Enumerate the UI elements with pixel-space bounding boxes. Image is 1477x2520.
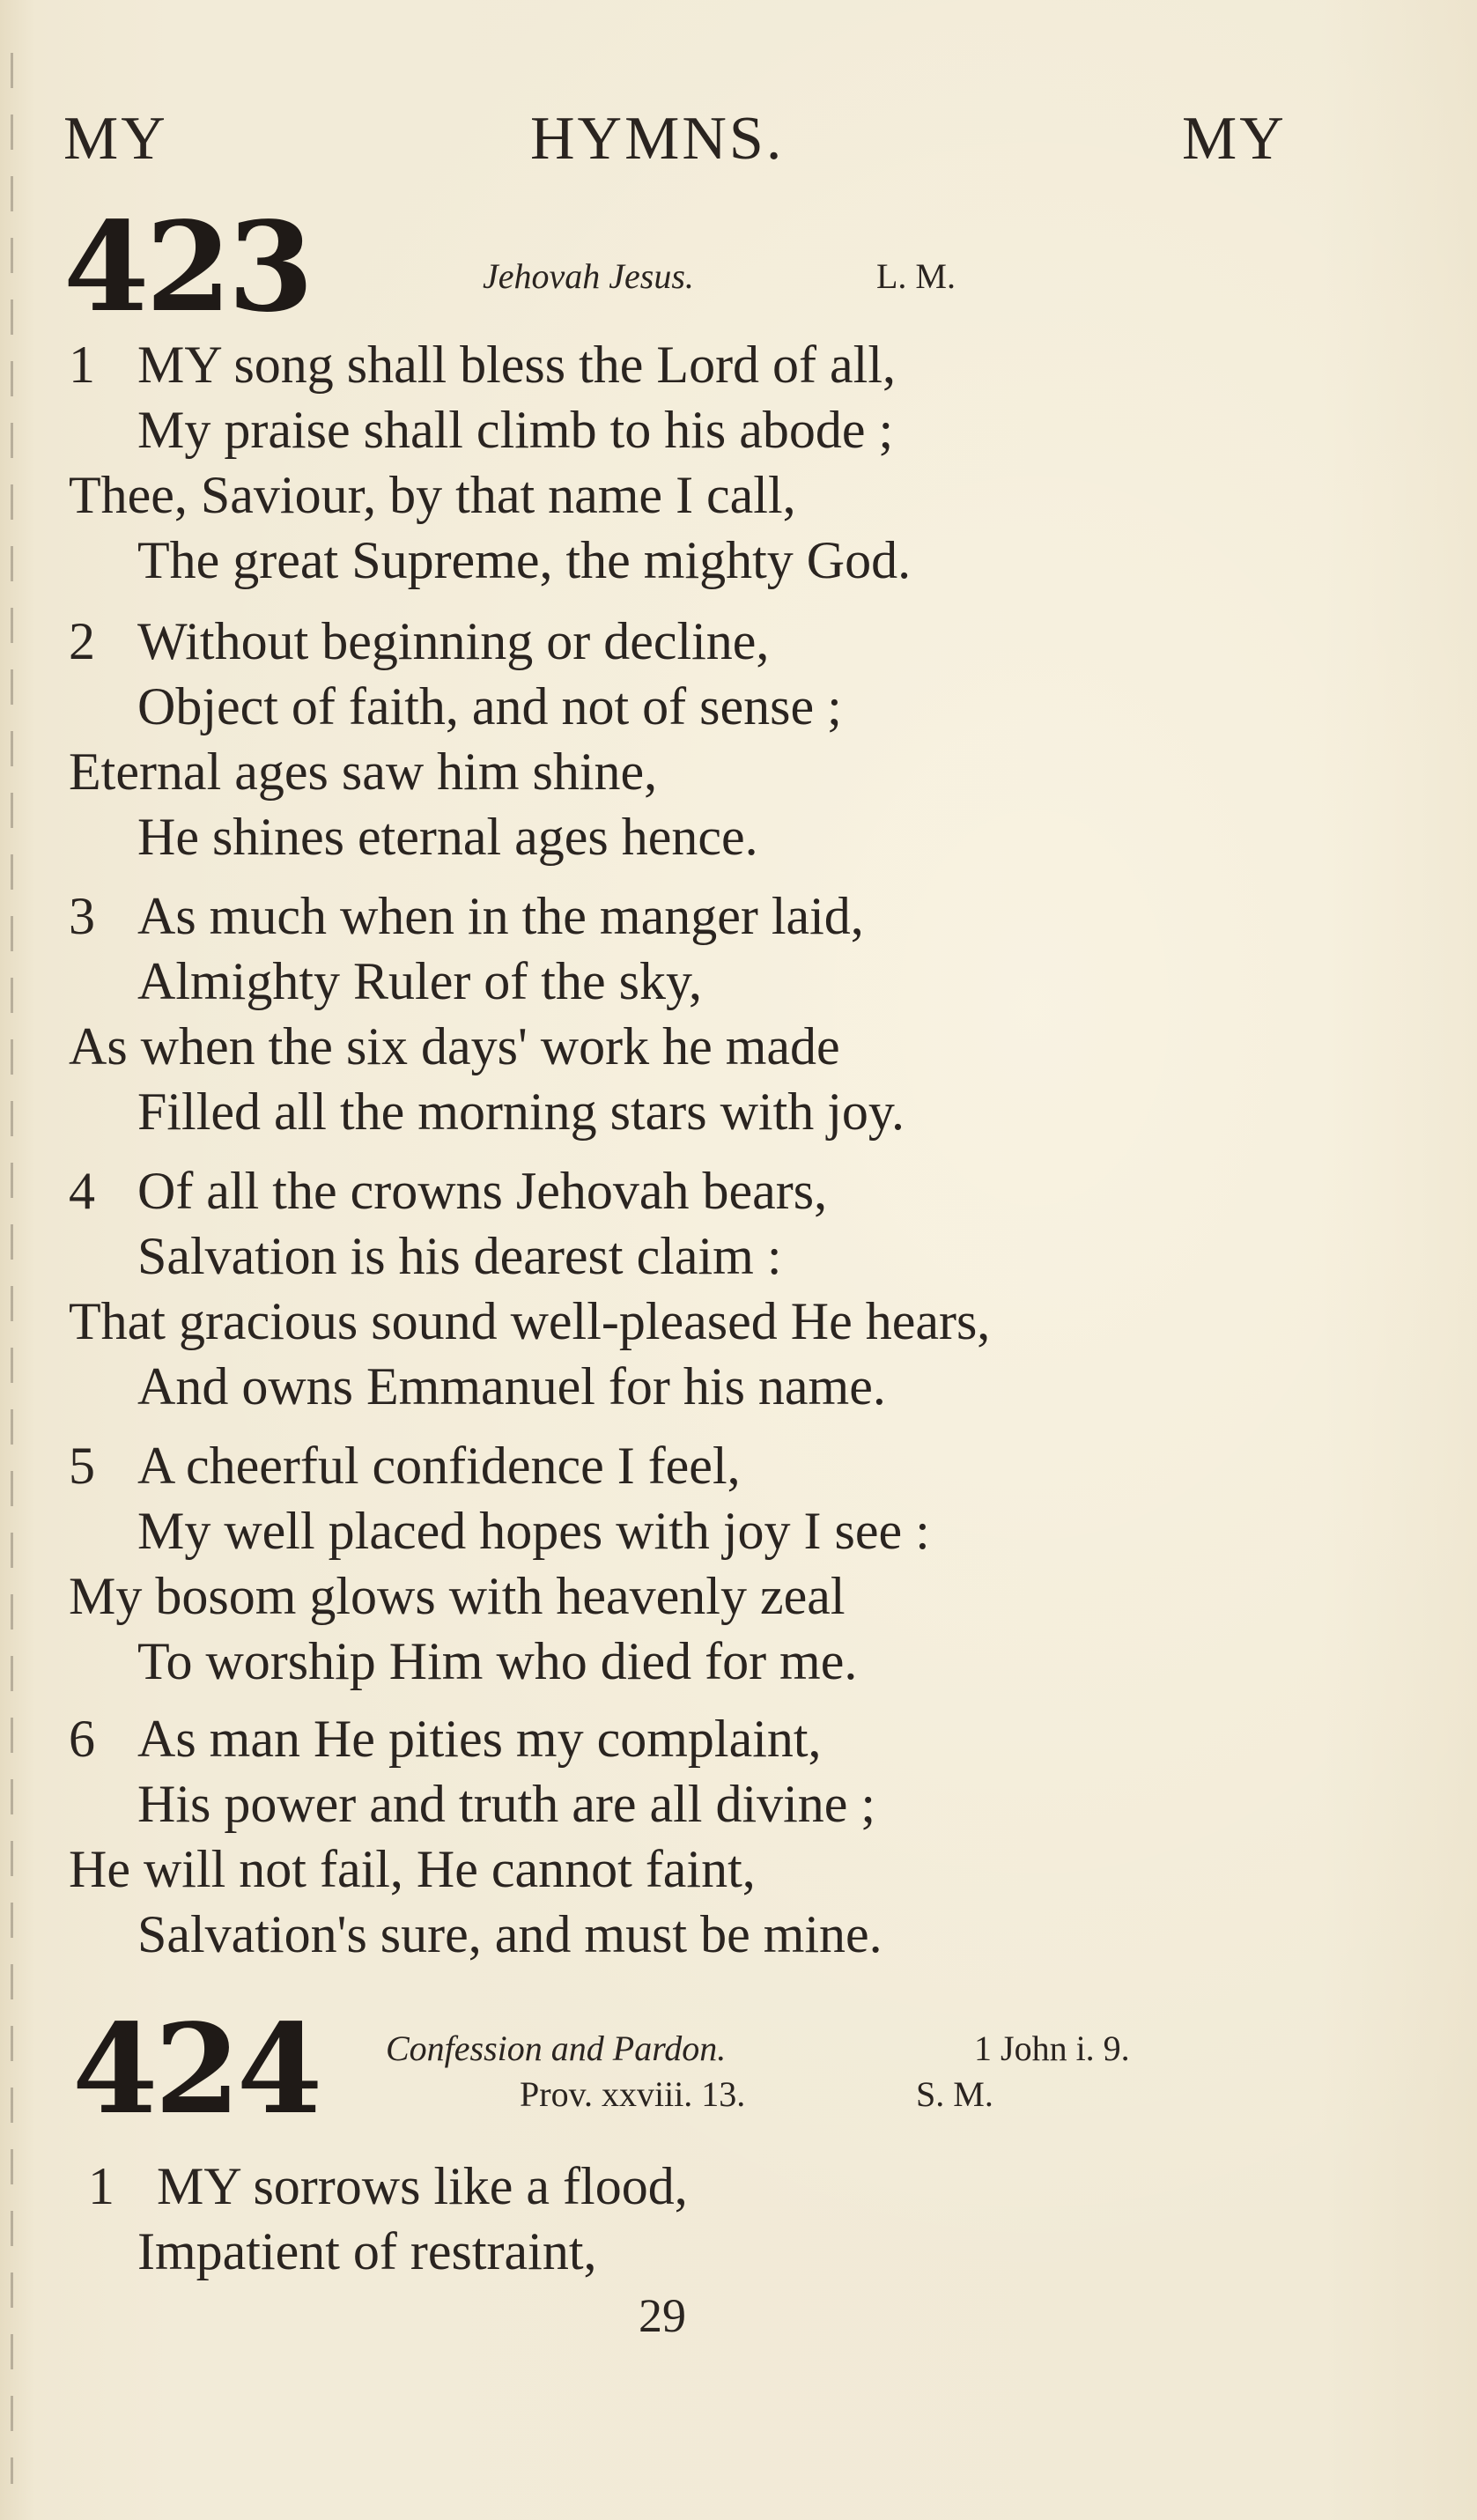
running-head-right: MY — [1182, 105, 1287, 173]
hymn-423-stanza-4-line-2: Salvation is his dearest claim : — [137, 1227, 782, 1285]
hymn-423-stanza-4-line-1: 4 Of all the crowns Jehovah bears, — [69, 1162, 828, 1220]
hymn-423-stanza-5-line-4: To worship Him who died for me. — [137, 1632, 858, 1690]
hymn-423-stanza-3-line-1: 3 As much when in the manger laid, — [69, 887, 864, 945]
hymn-424-stanza-1-line-1: 1 MY sorrows like a flood, — [88, 2157, 688, 2215]
hymn-423-stanza-6-line-1: 6 As man He pities my complaint, — [69, 1710, 822, 1768]
hymn-423-title: Jehovah Jesus. — [483, 256, 694, 296]
running-head-left: MY — [63, 105, 168, 173]
hymn-423-stanza-1-line-4: The great Supreme, the mighty God. — [137, 531, 912, 589]
hymn-423-stanza-3-line-2: Almighty Ruler of the sky, — [137, 952, 703, 1010]
hymn-423-stanza-4-line-3: That gracious sound well-pleased He hears, — [69, 1292, 991, 1350]
running-head — [63, 104, 1296, 174]
hymn-424-ref-2: Prov. xxviii. 13. — [520, 2074, 746, 2114]
hymn-423-stanza-2-line-2: Object of faith, and not of sense ; — [137, 677, 842, 735]
hymn-423-stanza-5-line-3: My bosom glows with heavenly zeal — [69, 1567, 846, 1625]
hymn-424-ref-1: 1 John i. 9. — [974, 2029, 1130, 2068]
hymn-424-meter: S. M. — [916, 2074, 993, 2114]
hymn-423-stanza-6-line-3: He will not fail, He cannot faint, — [69, 1840, 756, 1898]
hymn-423-stanza-5-line-1: 5 A cheerful confidence I feel, — [69, 1437, 741, 1495]
hymn-423-stanza-6-line-2: His power and truth are all divine ; — [137, 1775, 876, 1833]
hymn-423-stanza-1-line-1: 1 MY song shall bless the Lord of all, — [69, 336, 897, 394]
hymn-423-stanza-3-line-3: As when the six days' work he made — [69, 1017, 840, 1075]
hymn-424-title: Confession and Pardon. — [386, 2029, 727, 2068]
hymn-423-stanza-1-line-3: Thee, Saviour, by that name I call, — [69, 466, 796, 524]
page-gutter-edge — [11, 53, 13, 2484]
hymn-424-number: 424 — [72, 1998, 320, 2142]
hymn-423-number: 423 — [63, 196, 311, 340]
hymn-423-meter: L. M. — [876, 256, 956, 296]
hymn-423-stanza-6-line-4: Salvation's sure, and must be mine. — [137, 1905, 883, 1963]
hymn-423-stanza-2-line-1: 2 Without beginning or decline, — [69, 612, 770, 670]
hymn-423-stanza-4-line-4: And owns Emmanuel for his name. — [137, 1357, 886, 1415]
running-head-center: HYMNS. — [530, 105, 785, 173]
hymn-423-stanza-1-line-2: My praise shall climb to his abode ; — [137, 401, 894, 459]
hymn-423-stanza-3-line-4: Filled all the morning stars with joy. — [137, 1083, 905, 1141]
hymn-423-stanza-2-line-4: He shines eternal ages hence. — [137, 808, 758, 866]
page-number: 29 — [639, 2289, 686, 2342]
hymn-423-stanza-2-line-3: Eternal ages saw him shine, — [69, 743, 658, 801]
hymn-424-stanza-1-line-2: Impatient of restraint, — [137, 2222, 597, 2280]
hymn-423-stanza-5-line-2: My well placed hopes with joy I see : — [137, 1502, 930, 1560]
